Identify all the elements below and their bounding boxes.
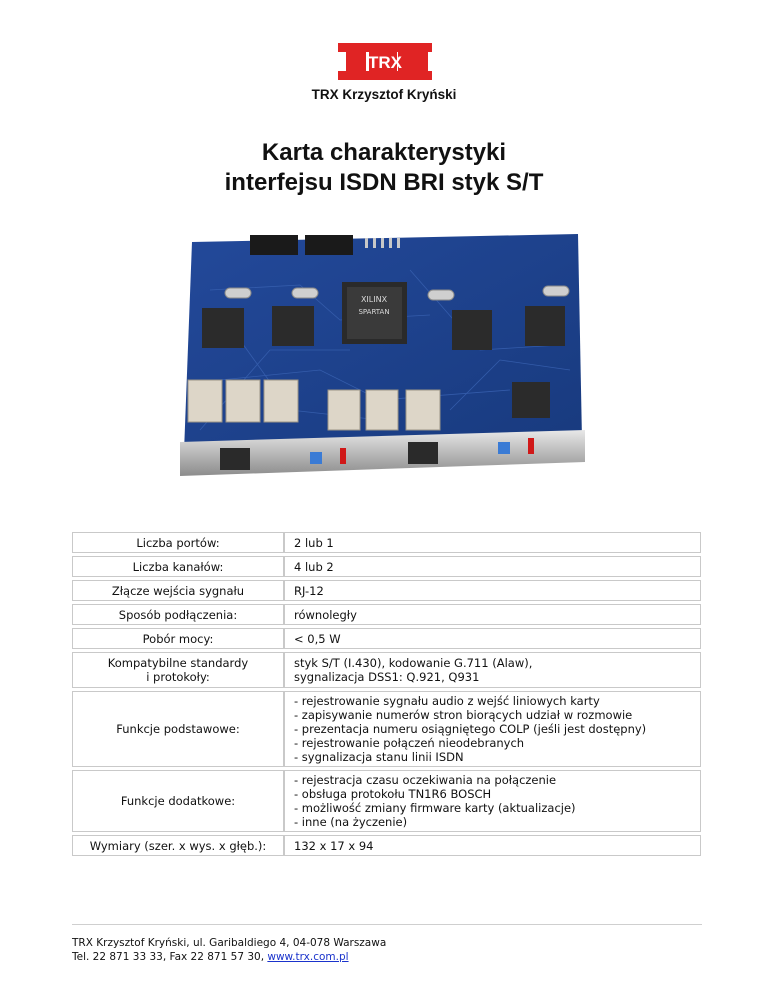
website-link[interactable]: www.trx.com.pl [267, 951, 349, 963]
feature-item: - rejestrowanie sygnału audio z wejść liniowych karty [294, 694, 600, 708]
spec-row-extra-functions [72, 770, 701, 832]
spec-row-basic-functions [72, 691, 701, 767]
logo-text: TRX [368, 53, 402, 72]
spec-label: Liczba portów: [72, 532, 284, 553]
spec-row-standards [72, 652, 701, 688]
spec-row-channels [72, 556, 701, 577]
chip-family: SPARTAN [358, 308, 390, 316]
spec-value [284, 652, 701, 688]
spec-value: 2 lub 1 [284, 532, 701, 553]
spec-row-ports [72, 532, 701, 553]
spec-label-line: i protokoły: [146, 670, 210, 684]
spec-value: równoległy [284, 604, 701, 625]
feature-item: - sygnalizacja stanu linii ISDN [294, 750, 464, 764]
spec-label: Złącze wejścia sygnału [72, 580, 284, 601]
feature-item: - rejestrowanie połączeń nieodebranych [294, 736, 525, 750]
feature-item: - zapisywanie numerów stron biorących udział w rozmowie [294, 708, 633, 722]
spec-value [284, 691, 701, 767]
spec-value: < 0,5 W [284, 628, 701, 649]
spec-value-line: sygnalizacja DSS1: Q.921, Q931 [294, 670, 480, 684]
spec-table [72, 529, 701, 859]
page-title [0, 138, 768, 198]
spec-label-line: Kompatybilne standardy [107, 656, 249, 670]
chip-brand: XILINX [360, 295, 388, 304]
footer [72, 936, 386, 964]
spec-value: 132 x 17 x 94 [284, 835, 701, 856]
feature-item: - rejestracja czasu oczekiwania na połączenie [294, 773, 557, 787]
spec-row-power [72, 628, 701, 649]
spec-value [284, 770, 701, 832]
spec-label: Sposób podłączenia: [72, 604, 284, 625]
feature-item: - prezentacja numeru osiągniętego COLP (jeśli jest dostępny) [294, 722, 647, 736]
footer-phone-fax: Tel. 22 871 33 33, Fax 22 871 57 30, [72, 951, 268, 963]
spec-label: Funkcje dodatkowe: [72, 770, 284, 832]
footer-divider [72, 924, 702, 925]
title-line-2: interfejsu ISDN BRI styk S/T [224, 169, 544, 196]
spec-label [72, 652, 284, 688]
feature-item: - możliwość zmiany firmware karty (aktualizacje) [294, 801, 576, 815]
feature-item: - obsługa protokołu TN1R6 BOSCH [294, 787, 492, 801]
spec-row-connection [72, 604, 701, 625]
isdn-card-photo [180, 230, 585, 485]
title-line-1: Karta charakterystyki [261, 139, 507, 166]
fpga-chip [342, 282, 407, 344]
spec-label: Liczba kanałów: [72, 556, 284, 577]
footer-contact [72, 950, 386, 964]
spec-label: Pobór mocy: [72, 628, 284, 649]
feature-item: - inne (na życzenie) [294, 815, 408, 829]
spec-row-connector [72, 580, 701, 601]
company-name: TRX Krzysztof Kryński [311, 87, 457, 102]
footer-address: TRX Krzysztof Kryński, ul. Garibaldiego 4, 04-078 Warszawa [72, 937, 387, 949]
spec-value: RJ-12 [284, 580, 701, 601]
spec-value-line: styk S/T (I.430), kodowanie G.711 (Alaw), [294, 656, 533, 670]
spec-value: 4 lub 2 [284, 556, 701, 577]
spec-label: Funkcje podstawowe: [72, 691, 284, 767]
spec-row-dimensions [72, 835, 701, 856]
spec-label: Wymiary (szer. x wys. x głęb.): [72, 835, 284, 856]
trx-logo [338, 40, 432, 84]
